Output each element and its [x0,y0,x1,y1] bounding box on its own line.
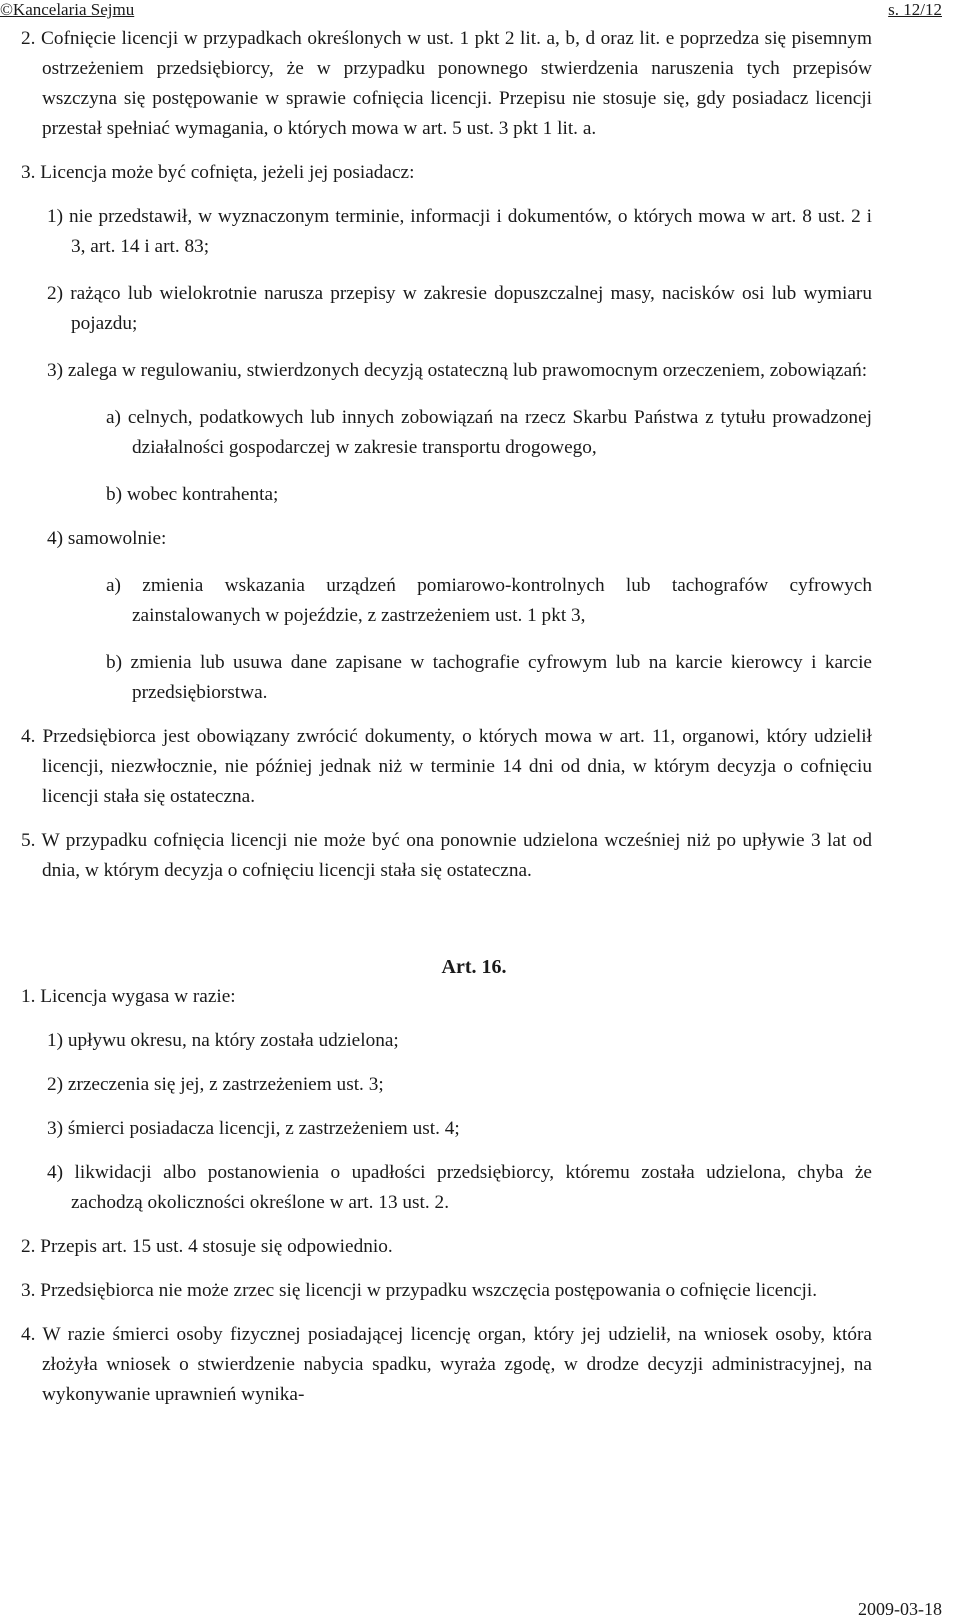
art16-item-4: 4) likwidacji albo postanowienia o upadłości przedsiębiorcy, któremu została udzielona, chyba że zachodzą okoliczności określone w art. 13 ust. 2. [47,1162,872,1213]
header-copyright: ©Kancelaria Sejmu [0,0,135,19]
art16-paragraph-3: 3. Przedsiębiorca nie może zrzec się licencji w przypadku wszczęcia postępowania o cofnięcie licencji. [21,1280,818,1301]
art16-paragraph-4: 4. W razie śmierci osoby fizycznej posiadającej licencję organ, który jej udzielił, na wniosek osoby, która złożyła wniosek o stwierdzenie nabycia spadku, wyraża zgodę, w drodze decyzji administracyjnej, na wykonywanie uprawnień wynika- [21,1324,872,1405]
article-title: Art. 16. [441,956,507,978]
document-body [21,24,872,1410]
list-item-3-3a: a) celnych, podatkowych lub innych zobowiązań na rzecz Skarbu Państwa z tytułu prowadzonej działalności gospodarczej w zakresie transportu drogowego, [106,407,872,458]
page-footer-date: 2009-03-18 [858,1599,942,1619]
page-header-left [0,0,134,20]
art16-paragraph-1: 1. Licencja wygasa w razie: [21,986,236,1007]
paragraph-2: 2. Cofnięcie licencji w przypadkach określonych w ust. 1 pkt 2 lit. a, b, d oraz lit. e poprzedza się pisemnym ostrzeżeniem przedsiębiorcy, że w przypadku ponownego stwierdzenia naruszenia tych przepisów wszczyna się postępowanie w sprawie cofnięcia licencji. Przepisu nie stosuje się, gdy posiadacz licencji przestał spełniać wymagania, o których mowa w art. 5 ust. 3 pkt 1 lit. a. [21,28,872,139]
art16-item-2: 2) zrzeczenia się jej, z zastrzeżeniem ust. 3; [47,1074,384,1095]
page-header-right [888,0,942,20]
list-item-3-1: 1) nie przedstawił, w wyznaczonym terminie, informacji i dokumentów, o których mowa w art. 8 ust. 2 i 3, art. 14 i art. 83; [47,206,872,257]
list-item-3-3b: b) wobec kontrahenta; [106,484,279,505]
list-item-3-3: 3) zalega w regulowaniu, stwierdzonych decyzją ostateczną lub prawomocnym orzeczeniem, zobowiązań: [47,360,868,381]
paragraph-3-intro: 3. Licencja może być cofnięta, jeżeli jej posiadacz: [21,162,415,183]
art16-paragraph-2: 2. Przepis art. 15 ust. 4 stosuje się odpowiednio. [21,1236,393,1257]
list-item-3-2: 2) rażąco lub wielokrotnie narusza przepisy w zakresie dopuszczalnej masy, nacisków osi lub wymiaru pojazdu; [47,283,872,334]
list-item-3-4b: b) zmienia lub usuwa dane zapisane w tachografie cyfrowym lub na karcie kierowcy i karcie przedsiębiorstwa. [106,652,872,703]
list-item-3-4: 4) samowolnie: [47,528,167,549]
paragraph-4: 4. Przedsiębiorca jest obowiązany zwrócić dokumenty, o których mowa w art. 11, organowi, który udzielił licencji, niezwłocznie, nie później jednak niż w terminie 14 dni od dnia, w którym decyzja o cofnięciu licencji stała się ostateczna. [21,726,872,807]
paragraph-5: 5. W przypadku cofnięcia licencji nie może być ona ponownie udzielona wcześniej niż po upływie 3 lat od dnia, w którym decyzja o cofnięciu licencji stała się ostateczna. [21,830,872,881]
page-number: s. 12/12 [888,0,942,19]
list-item-3-4a: a) zmienia wskazania urządzeń pomiarowo-kontrolnych lub tachografów cyfrowych zainstalowanych w pojeździe, z zastrzeżeniem ust. 1 pkt 3, [106,575,872,626]
art16-item-1: 1) upływu okresu, na który została udzielona; [47,1030,399,1051]
art16-item-3: 3) śmierci posiadacza licencji, z zastrzeżeniem ust. 4; [47,1118,460,1139]
